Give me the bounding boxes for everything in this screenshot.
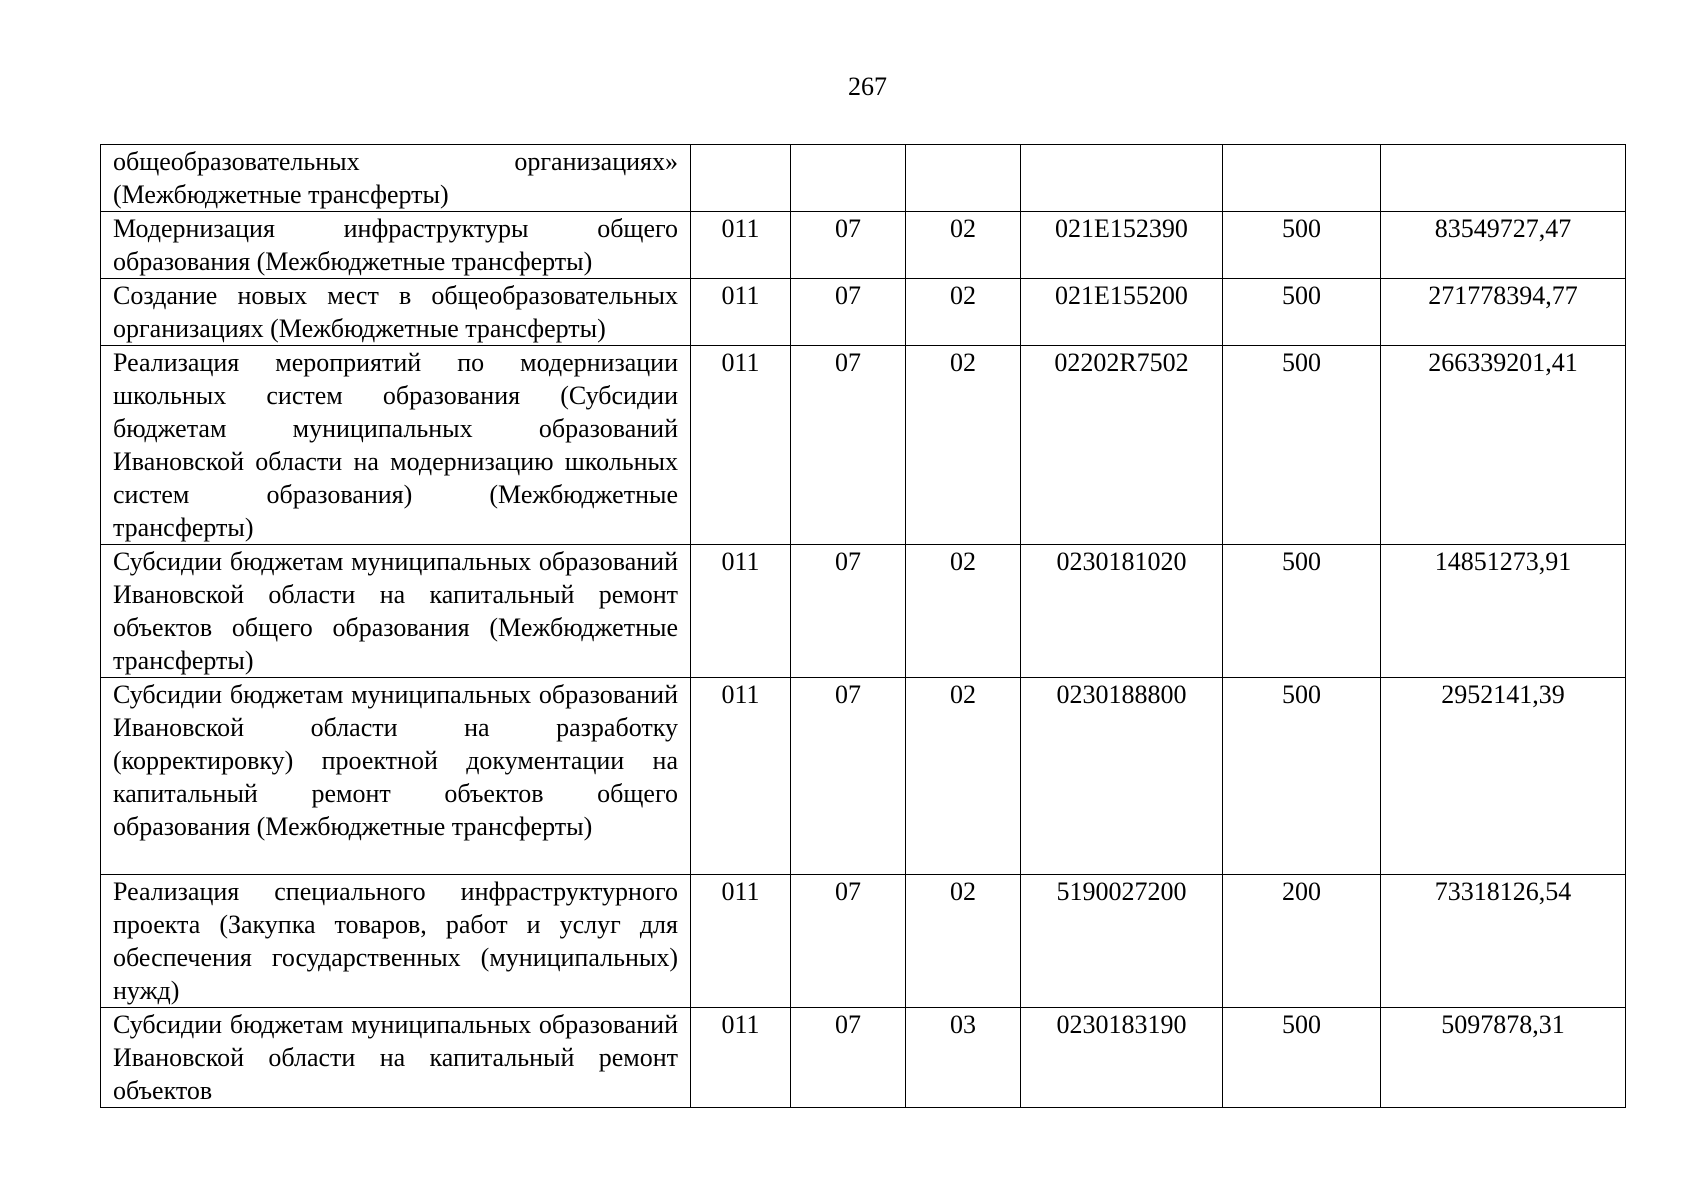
table-row (101, 279, 1626, 346)
cell-cs: 021E152390 (1021, 212, 1223, 279)
row-description: Модернизация инфраструктуры общего образования (Межбюджетные трансферты) (101, 212, 691, 279)
cell-pr: 02 (906, 279, 1021, 346)
cell-gr: 011 (691, 346, 791, 545)
table-row (101, 212, 1626, 279)
cell-sum (1381, 145, 1626, 212)
row-description: Субсидии бюджетам муниципальных образований Ивановской области на капитальный ремонт объектов общего образования (Межбюджетные трансферты) (101, 545, 691, 678)
cell-rz: 07 (791, 875, 906, 1008)
cell-cs: 0230188800 (1021, 678, 1223, 875)
cell-vr: 500 (1223, 346, 1381, 545)
row-description: Субсидии бюджетам муниципальных образований Ивановской области на капитальный ремонт объектов (101, 1008, 691, 1108)
cell-pr: 02 (906, 678, 1021, 875)
cell-vr: 500 (1223, 678, 1381, 875)
cell-sum: 5097878,31 (1381, 1008, 1626, 1108)
budget-table (100, 144, 1626, 1108)
cell-vr: 200 (1223, 875, 1381, 1008)
cell-cs: 021E155200 (1021, 279, 1223, 346)
page-number: 267 (848, 72, 887, 101)
cell-vr: 500 (1223, 212, 1381, 279)
cell-sum: 73318126,54 (1381, 875, 1626, 1008)
cell-rz (791, 145, 906, 212)
table-row (101, 1008, 1626, 1108)
cell-gr: 011 (691, 279, 791, 346)
cell-vr: 500 (1223, 279, 1381, 346)
cell-pr: 03 (906, 1008, 1021, 1108)
cell-cs (1021, 145, 1223, 212)
table-row (101, 678, 1626, 875)
cell-cs: 0230183190 (1021, 1008, 1223, 1108)
cell-pr: 02 (906, 346, 1021, 545)
cell-rz: 07 (791, 678, 906, 875)
cell-vr (1223, 145, 1381, 212)
table-row (101, 875, 1626, 1008)
cell-vr: 500 (1223, 545, 1381, 678)
row-description: Субсидии бюджетам муниципальных образований Ивановской области на разработку (корректировку) проектной документации на капитальный ремонт объектов общего образования (Межбюджетные трансферты) (101, 678, 691, 875)
cell-sum: 271778394,77 (1381, 279, 1626, 346)
cell-rz: 07 (791, 545, 906, 678)
cell-rz: 07 (791, 279, 906, 346)
cell-gr (691, 145, 791, 212)
cell-sum: 83549727,47 (1381, 212, 1626, 279)
cell-pr: 02 (906, 212, 1021, 279)
cell-gr: 011 (691, 1008, 791, 1108)
cell-cs: 0230181020 (1021, 545, 1223, 678)
cell-pr (906, 145, 1021, 212)
cell-sum: 14851273,91 (1381, 545, 1626, 678)
row-description: Создание новых мест в общеобразовательных организациях (Межбюджетные трансферты) (101, 279, 691, 346)
cell-rz: 07 (791, 1008, 906, 1108)
table-row (101, 145, 1626, 212)
table-row (101, 545, 1626, 678)
row-description: Реализация мероприятий по модернизации школьных систем образования (Субсидии бюджетам муниципальных образований Ивановской области на модернизацию школьных систем образования) (Межбюджетные трансферты) (101, 346, 691, 545)
row-description: Реализация специального инфраструктурного проекта (Закупка товаров, работ и услуг для обеспечения государственных (муниципальных) нужд) (101, 875, 691, 1008)
cell-vr: 500 (1223, 1008, 1381, 1108)
cell-sum: 2952141,39 (1381, 678, 1626, 875)
cell-rz: 07 (791, 212, 906, 279)
cell-gr: 011 (691, 545, 791, 678)
cell-gr: 011 (691, 875, 791, 1008)
table-row (101, 346, 1626, 545)
cell-pr: 02 (906, 545, 1021, 678)
row-description: общеобразовательных организациях» (Межбюджетные трансферты) (101, 145, 691, 212)
cell-gr: 011 (691, 678, 791, 875)
cell-cs: 02202R7502 (1021, 346, 1223, 545)
cell-sum: 266339201,41 (1381, 346, 1626, 545)
cell-cs: 5190027200 (1021, 875, 1223, 1008)
cell-rz: 07 (791, 346, 906, 545)
cell-pr: 02 (906, 875, 1021, 1008)
cell-gr: 011 (691, 212, 791, 279)
